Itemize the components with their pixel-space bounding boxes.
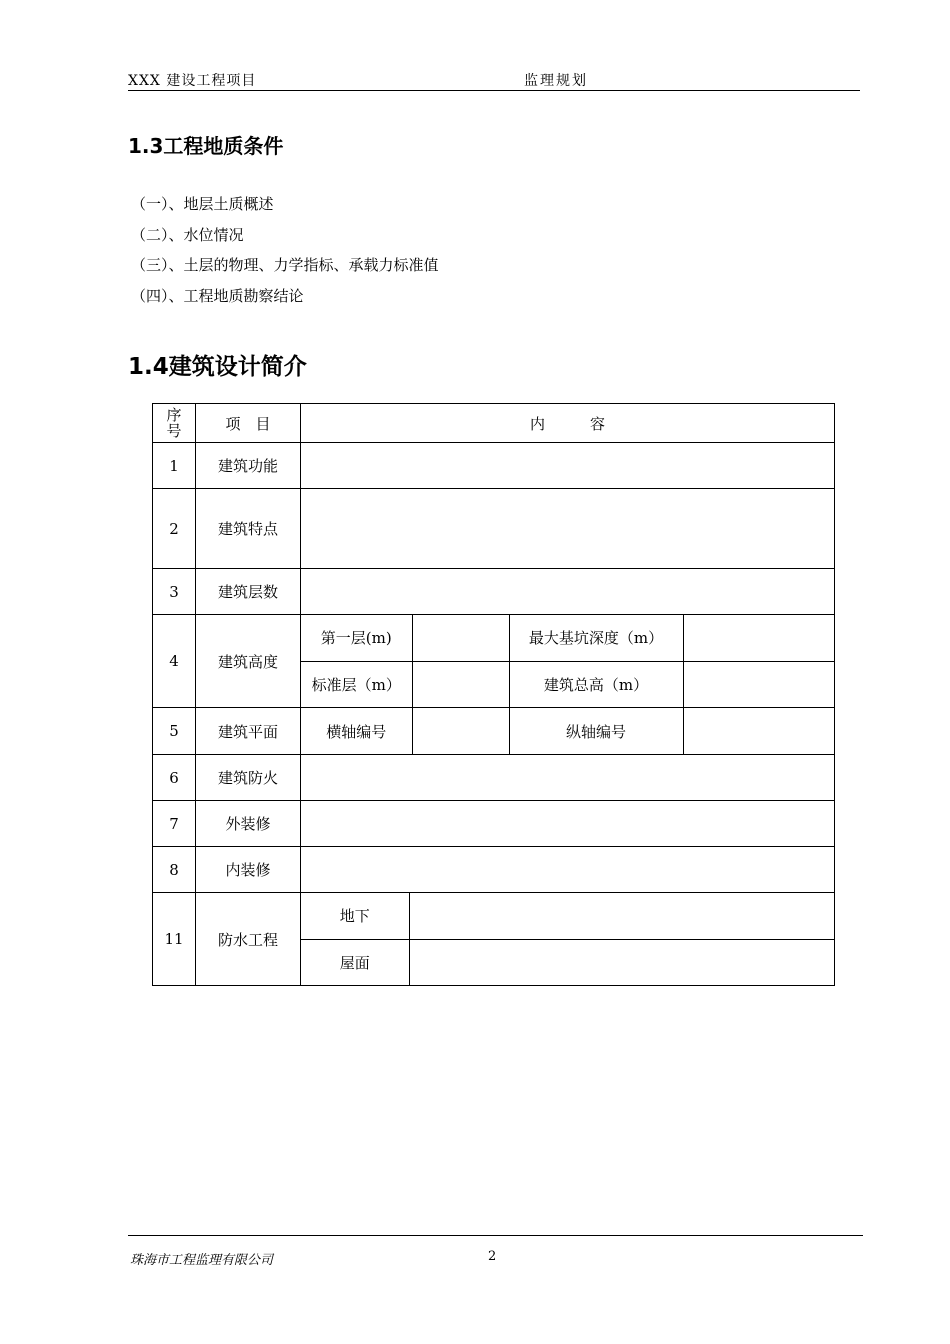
section-1-4-title: 1.4建筑设计简介	[128, 354, 307, 380]
geology-list	[131, 193, 439, 315]
plan-subtable	[301, 708, 834, 754]
row-item: 建筑层数	[196, 569, 301, 615]
list-item: （三）、土层的物理、力学指标、承载力标准值	[131, 256, 439, 274]
header-doc-title: 监理规划	[524, 73, 588, 89]
row-item: 内装修	[196, 847, 301, 893]
list-item: （二）、水位情况	[131, 225, 244, 244]
table-row	[153, 489, 835, 569]
row-content	[301, 708, 835, 755]
first-floor-label: 第一层(m)	[301, 615, 412, 661]
vertical-axis-value	[683, 708, 834, 754]
total-height-label: 建筑总高（m）	[509, 661, 683, 707]
total-height-value	[683, 661, 834, 707]
row-item: 防水工程	[196, 893, 301, 986]
table-header-row	[153, 404, 835, 443]
row-no: 3	[153, 569, 196, 615]
table-row	[153, 801, 835, 847]
vertical-axis-label: 纵轴编号	[509, 708, 683, 754]
waterproof-subtable	[301, 893, 834, 985]
row-item: 建筑防火	[196, 755, 301, 801]
row-no: 2	[153, 489, 196, 569]
row-content	[301, 847, 835, 893]
list-item: （一）、地层土质概述	[131, 195, 274, 213]
pit-depth-value	[683, 615, 834, 661]
standard-floor-value	[412, 661, 509, 707]
section-1-3-title: 1.3工程地质条件	[128, 134, 284, 158]
row-item: 建筑平面	[196, 708, 301, 755]
row-item: 外装修	[196, 801, 301, 847]
first-floor-value	[412, 615, 509, 661]
table-row	[153, 893, 835, 986]
row-content	[301, 443, 835, 489]
row-content	[301, 615, 835, 708]
footer-company: 珠海市工程监理有限公司	[130, 1253, 274, 1268]
row-no: 5	[153, 708, 196, 755]
row-content	[301, 801, 835, 847]
row-no: 1	[153, 443, 196, 489]
horizontal-axis-value	[412, 708, 509, 754]
row-item: 建筑功能	[196, 443, 301, 489]
building-design-table	[152, 403, 835, 986]
row-no: 8	[153, 847, 196, 893]
pit-depth-label: 最大基坑深度（m）	[509, 615, 683, 661]
roof-label: 屋面	[301, 939, 409, 985]
horizontal-axis-label: 横轴编号	[301, 708, 412, 754]
table-row	[153, 847, 835, 893]
row-no: 4	[153, 615, 196, 708]
header-content: 内 容	[301, 404, 835, 443]
row-no: 6	[153, 755, 196, 801]
row-no: 11	[153, 893, 196, 986]
header-project: XXX 建设工程项目	[128, 73, 257, 89]
underground-label: 地下	[301, 893, 409, 939]
table-row	[153, 569, 835, 615]
page-number: 2	[488, 1249, 497, 1264]
height-subtable	[301, 615, 834, 707]
row-item: 建筑特点	[196, 489, 301, 569]
row-content	[301, 569, 835, 615]
row-item: 建筑高度	[196, 615, 301, 708]
table-row	[153, 615, 835, 708]
table-row	[153, 443, 835, 489]
standard-floor-label: 标准层（m）	[301, 661, 412, 707]
table-row	[153, 708, 835, 755]
row-content	[301, 755, 835, 801]
row-content	[301, 893, 835, 986]
underground-value	[409, 893, 834, 939]
header-item: 项 目	[196, 404, 301, 443]
roof-value	[409, 939, 834, 985]
row-no: 7	[153, 801, 196, 847]
table-row	[153, 755, 835, 801]
header-seq: 序号	[153, 404, 196, 443]
list-item: （四）、工程地质勘察结论	[131, 286, 304, 305]
page-footer	[128, 1235, 863, 1266]
page-header	[128, 68, 860, 91]
row-content	[301, 489, 835, 569]
